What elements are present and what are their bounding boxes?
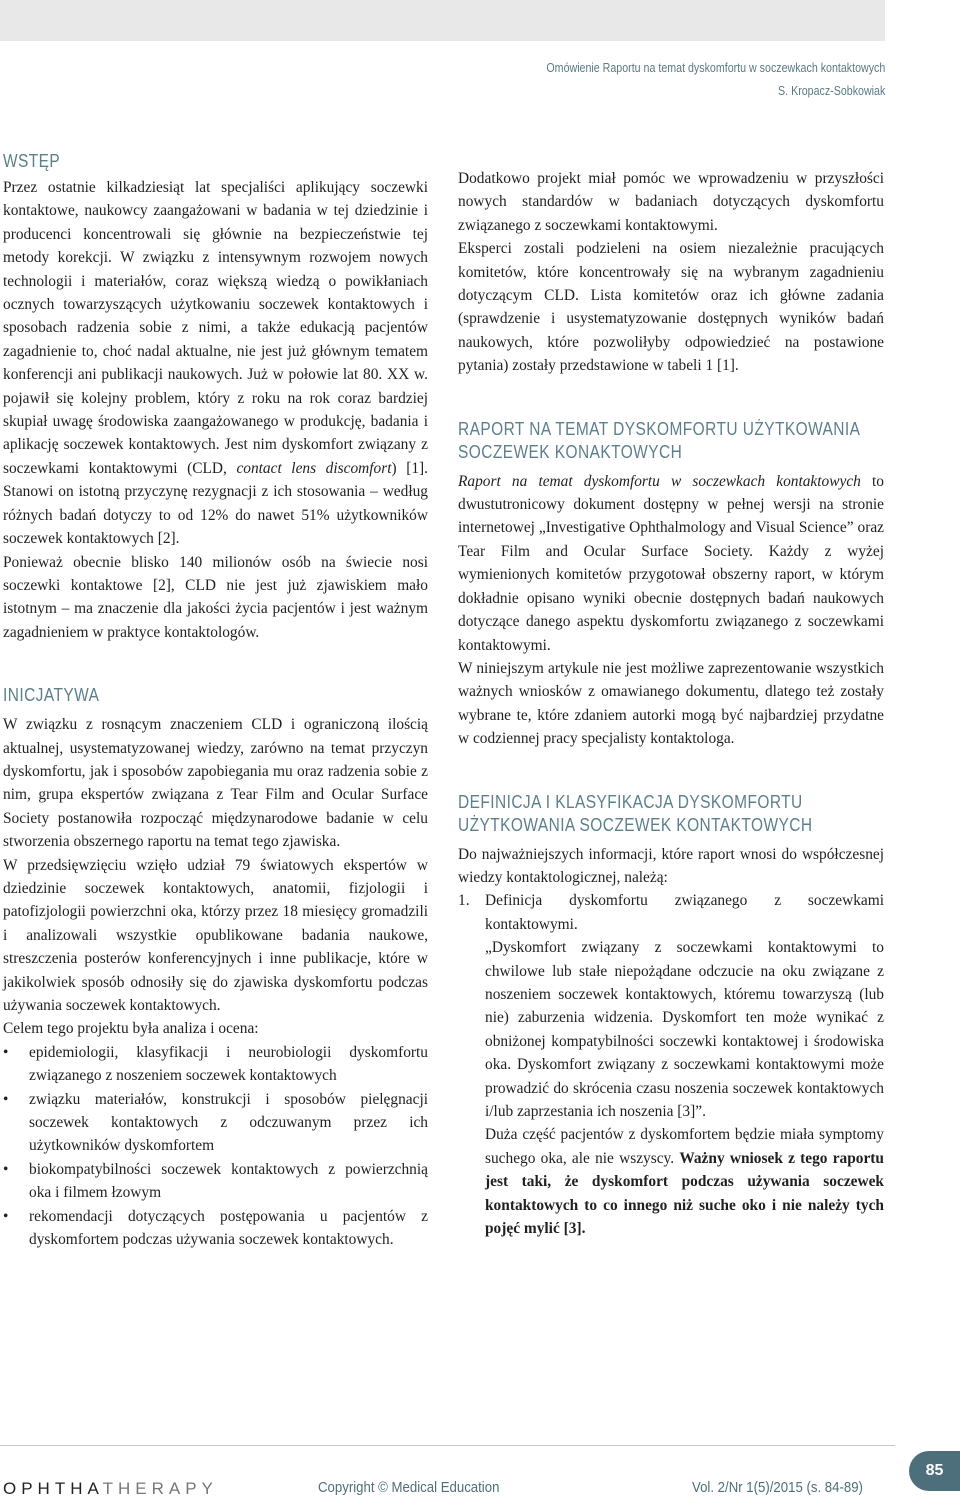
initiative-paragraph-3: Celem tego projektu była analiza i ocena: xyxy=(3,1020,259,1038)
list-item: • epidemiologii, klasyfikacji i neurobiologii dyskomfortu związanego z noszeniem soczewek kontaktowych xyxy=(3,1041,428,1088)
heading-definition-line-2: UŻYTKOWANIA SOCZEWEK KONTAKTOWYCH xyxy=(458,814,813,835)
report-italic-title: Raport na temat dyskomfortu w soczewkach kontaktowych xyxy=(458,472,861,490)
intro-italic: contact lens discomfort xyxy=(236,459,392,477)
running-title: Omówienie Raportu na temat dyskomfortu w soczewkach kontaktowych xyxy=(546,60,885,75)
goals-list xyxy=(3,1041,428,1252)
list-item: • rekomendacji dotyczących postępowania u pacjentów z dyskomfortem podczas używania soczewek kontaktowych. xyxy=(3,1205,428,1252)
heading-report xyxy=(458,418,861,464)
list-item-text: Definicja dyskomfortu związanego z soczewkami kontaktowymi. xyxy=(485,892,884,933)
running-head xyxy=(546,56,885,102)
right-paragraph-2: Eksperci zostali podzieleni na osiem niezależnie pracujących komitetów, które koncentrowały się na wybranym zagadnieniu dotyczącym CLD. Lista komitetów oraz ich główne zadania (sprawdzenie i usystematyzowanie dostępnych wyników badań naukowych, które pozwoliłyby odpowiedzieć na postawione pytania) zostały przedstawione w tabeli 1 [1]. xyxy=(458,240,884,375)
findings-list xyxy=(458,889,884,936)
definition-bold-conclusion: Ważny wniosek z tego raportu jest taki, że dyskomfort podczas używania soczewek kontaktowych to co innego niż suche oko i nie należy tych pojęć mylić [3]. xyxy=(485,1149,884,1238)
page-number-badge: 85 xyxy=(909,1451,960,1491)
list-number: 1. xyxy=(458,892,470,910)
intro-paragraph-1 xyxy=(3,176,428,551)
footer-divider xyxy=(0,1445,895,1446)
right-column xyxy=(458,167,884,1240)
top-bar xyxy=(0,0,885,41)
heading-intro: WSTĘP xyxy=(3,151,61,171)
report-text: to dwustutronicowy dokument dostępny w pełnej wersji na stronie internetowej „Investigative Ophthalmology and Visual Science” oraz Tear Film and Ocular Surface Society. Każdy z wyżej wymienionych komitetów przygotował obszerny raport, w którym dokładnie opisano wyniki obecnie dostępnych badań naukowych dotyczące danego aspektu dyskomfortu związanego z soczewkami kontaktowymi. xyxy=(458,472,884,654)
heading-initiative: INICJATYWA xyxy=(3,685,100,706)
intro-paragraph-2: Ponieważ obecnie blisko 140 milionów osób na świecie nosi soczewki kontaktowe [2], CLD nie jest już zjawiskiem mało istotnym – ma znaczenie dla jakości życia pacjentów i jest ważnym zagadnieniem w praktyce kontaktologów. xyxy=(3,553,428,641)
intro-text-1: Przez ostatnie kilkadziesiąt lat specjaliści aplikujący soczewki kontaktowe, naukowcy zaangażowani w badania w tej dziedzinie i producenci koncentrowali się głównie na bezpieczeństwie tej metody korekcji. W związku z intensywnym rozwojem nowych technologii i materiałów, coraz większą wiedzą o powikłaniach ocznych towarzyszących użytkowaniu soczewek kontaktowych i sposobach radzenia sobie z nimi, a także edukacją pacjentów zagadnienie to, choć nadal aktualne, nie jest już głównym tematem konferencji ani publikacji naukowych. Już w połowie lat 80. XX w. pojawił się kolejny problem, który z roku na rok coraz bardziej skupiał uwagę środowiska zaangażowanego w produkcję, badania i aplikację soczewek kontaktowych. Jest nim dyskomfort związany z soczewkami kontaktowymi (CLD, xyxy=(3,179,428,477)
brand-part-2: THERAPY xyxy=(102,1479,218,1498)
definition-paragraph-1: Do najważniejszych informacji, które raport wnosi do współczesnej wiedzy kontaktologicznej, należą: xyxy=(458,845,884,886)
copyright: Copyright © Medical Education xyxy=(318,1479,500,1496)
journal-brand xyxy=(3,1479,218,1499)
left-column xyxy=(3,150,428,1251)
brand-part-1: OPHTHA xyxy=(3,1479,103,1498)
report-paragraph-1 xyxy=(458,470,884,657)
definition-paragraph-2 xyxy=(485,1123,884,1240)
heading-definition xyxy=(458,791,824,837)
report-paragraph-2: W niniejszym artykule nie jest możliwe zaprezentowanie wszystkich ważnych wniosków z omawianego dokumentu, dlatego też zostały wybrane te, które zdaniem autorki mogą być najbardziej przydatne w codziennej pracy specjalisty kontaktologa. xyxy=(458,659,884,748)
list-item xyxy=(458,889,884,936)
volume-info: Vol. 2/Nr 1(5)/2015 (s. 84-89) xyxy=(692,1479,863,1496)
list-item: • biokompatybilności soczewek kontaktowych z powierzchnią oka i filmem łzowym xyxy=(3,1158,428,1205)
heading-definition-line-1: DEFINICJA I KLASYFIKACJA DYSKOMFORTU xyxy=(458,791,803,812)
heading-report-line-2: SOCZEWEK KONAKTOWYCH xyxy=(458,441,683,462)
intro-text-1-tail: ) [1]. Stanowi on istotną przyczynę rezygnacji z ich stosowania – według różnych badań dotyczy to od 12% do nawet 51% użytkowników soczewek kontaktowych [2]. xyxy=(3,459,428,548)
initiative-paragraph-1: W związku z rosnącym znaczeniem CLD i ograniczoną ilością aktualnej, usystematyzowanej wiedzy, zarówno na temat przyczyn dyskomfortu, jak i sposobów zapobiegania mu oraz radzenia sobie z nim, grupa ekspertów związana z Tear Film and Ocular Surface Society postanowiła rozpocząć międzynarodowe badanie w celu stworzenia obszernego raportu na temat tego zjawiska. xyxy=(3,716,428,851)
definition-quote: „Dyskomfort związany z soczewkami kontaktowymi to chwilowe lub stałe niepożądane odczucie na oku związane z noszeniem soczewek kontaktowych, któremu towarzyszą (lub nie) zaburzenia widzenia. Dyskomfort ten może wynikać z obniżonej kompatybilności soczewki kontaktowej i środowiska oka. Dyskomfort związany z soczewkami kontaktowymi może prowadzić do skrócenia czasu noszenia soczewek kontaktowych i/lub zaprzestania ich noszenia [3]”. xyxy=(485,939,884,1120)
list-item: • związku materiałów, konstrukcji i sposobów pielęgnacji soczewek kontaktowych z odczuwanym przez ich użytkowników dyskomfortem xyxy=(3,1088,428,1158)
definition-text: Duża część pacjentów z dyskomfortem będzie miała symptomy suchego oka, ale nie wszyscy. xyxy=(485,1126,884,1167)
initiative-paragraph-2: W przedsięwzięciu wzięło udział 79 światowych ekspertów w dziedzinie soczewek kontaktowych, anatomii, fizjologii i patofizjologii powierzchni oka, którzy przez 18 miesięcy gromadzili i analizowali wszystkie opublikowane badania naukowe, streszczenia posterów konferencyjnych i inne publikacje, które w jakikolwiek sposób odnosiły się do zjawiska dyskomfortu podczas używania soczewek kontaktowych. xyxy=(3,856,428,1014)
heading-report-line-1: RAPORT NA TEMAT DYSKOMFORTU UŻYTKOWANIA xyxy=(458,418,861,439)
definition-quote-block xyxy=(458,936,884,1240)
running-author: S. Kropacz-Sobkowiak xyxy=(777,83,885,98)
right-paragraph-1: Dodatkowo projekt miał pomóc we wprowadzeniu w przyszłości nowych standardów w badaniach dotyczących dyskomfortu związanego z soczewkami kontaktowymi. xyxy=(458,170,884,234)
